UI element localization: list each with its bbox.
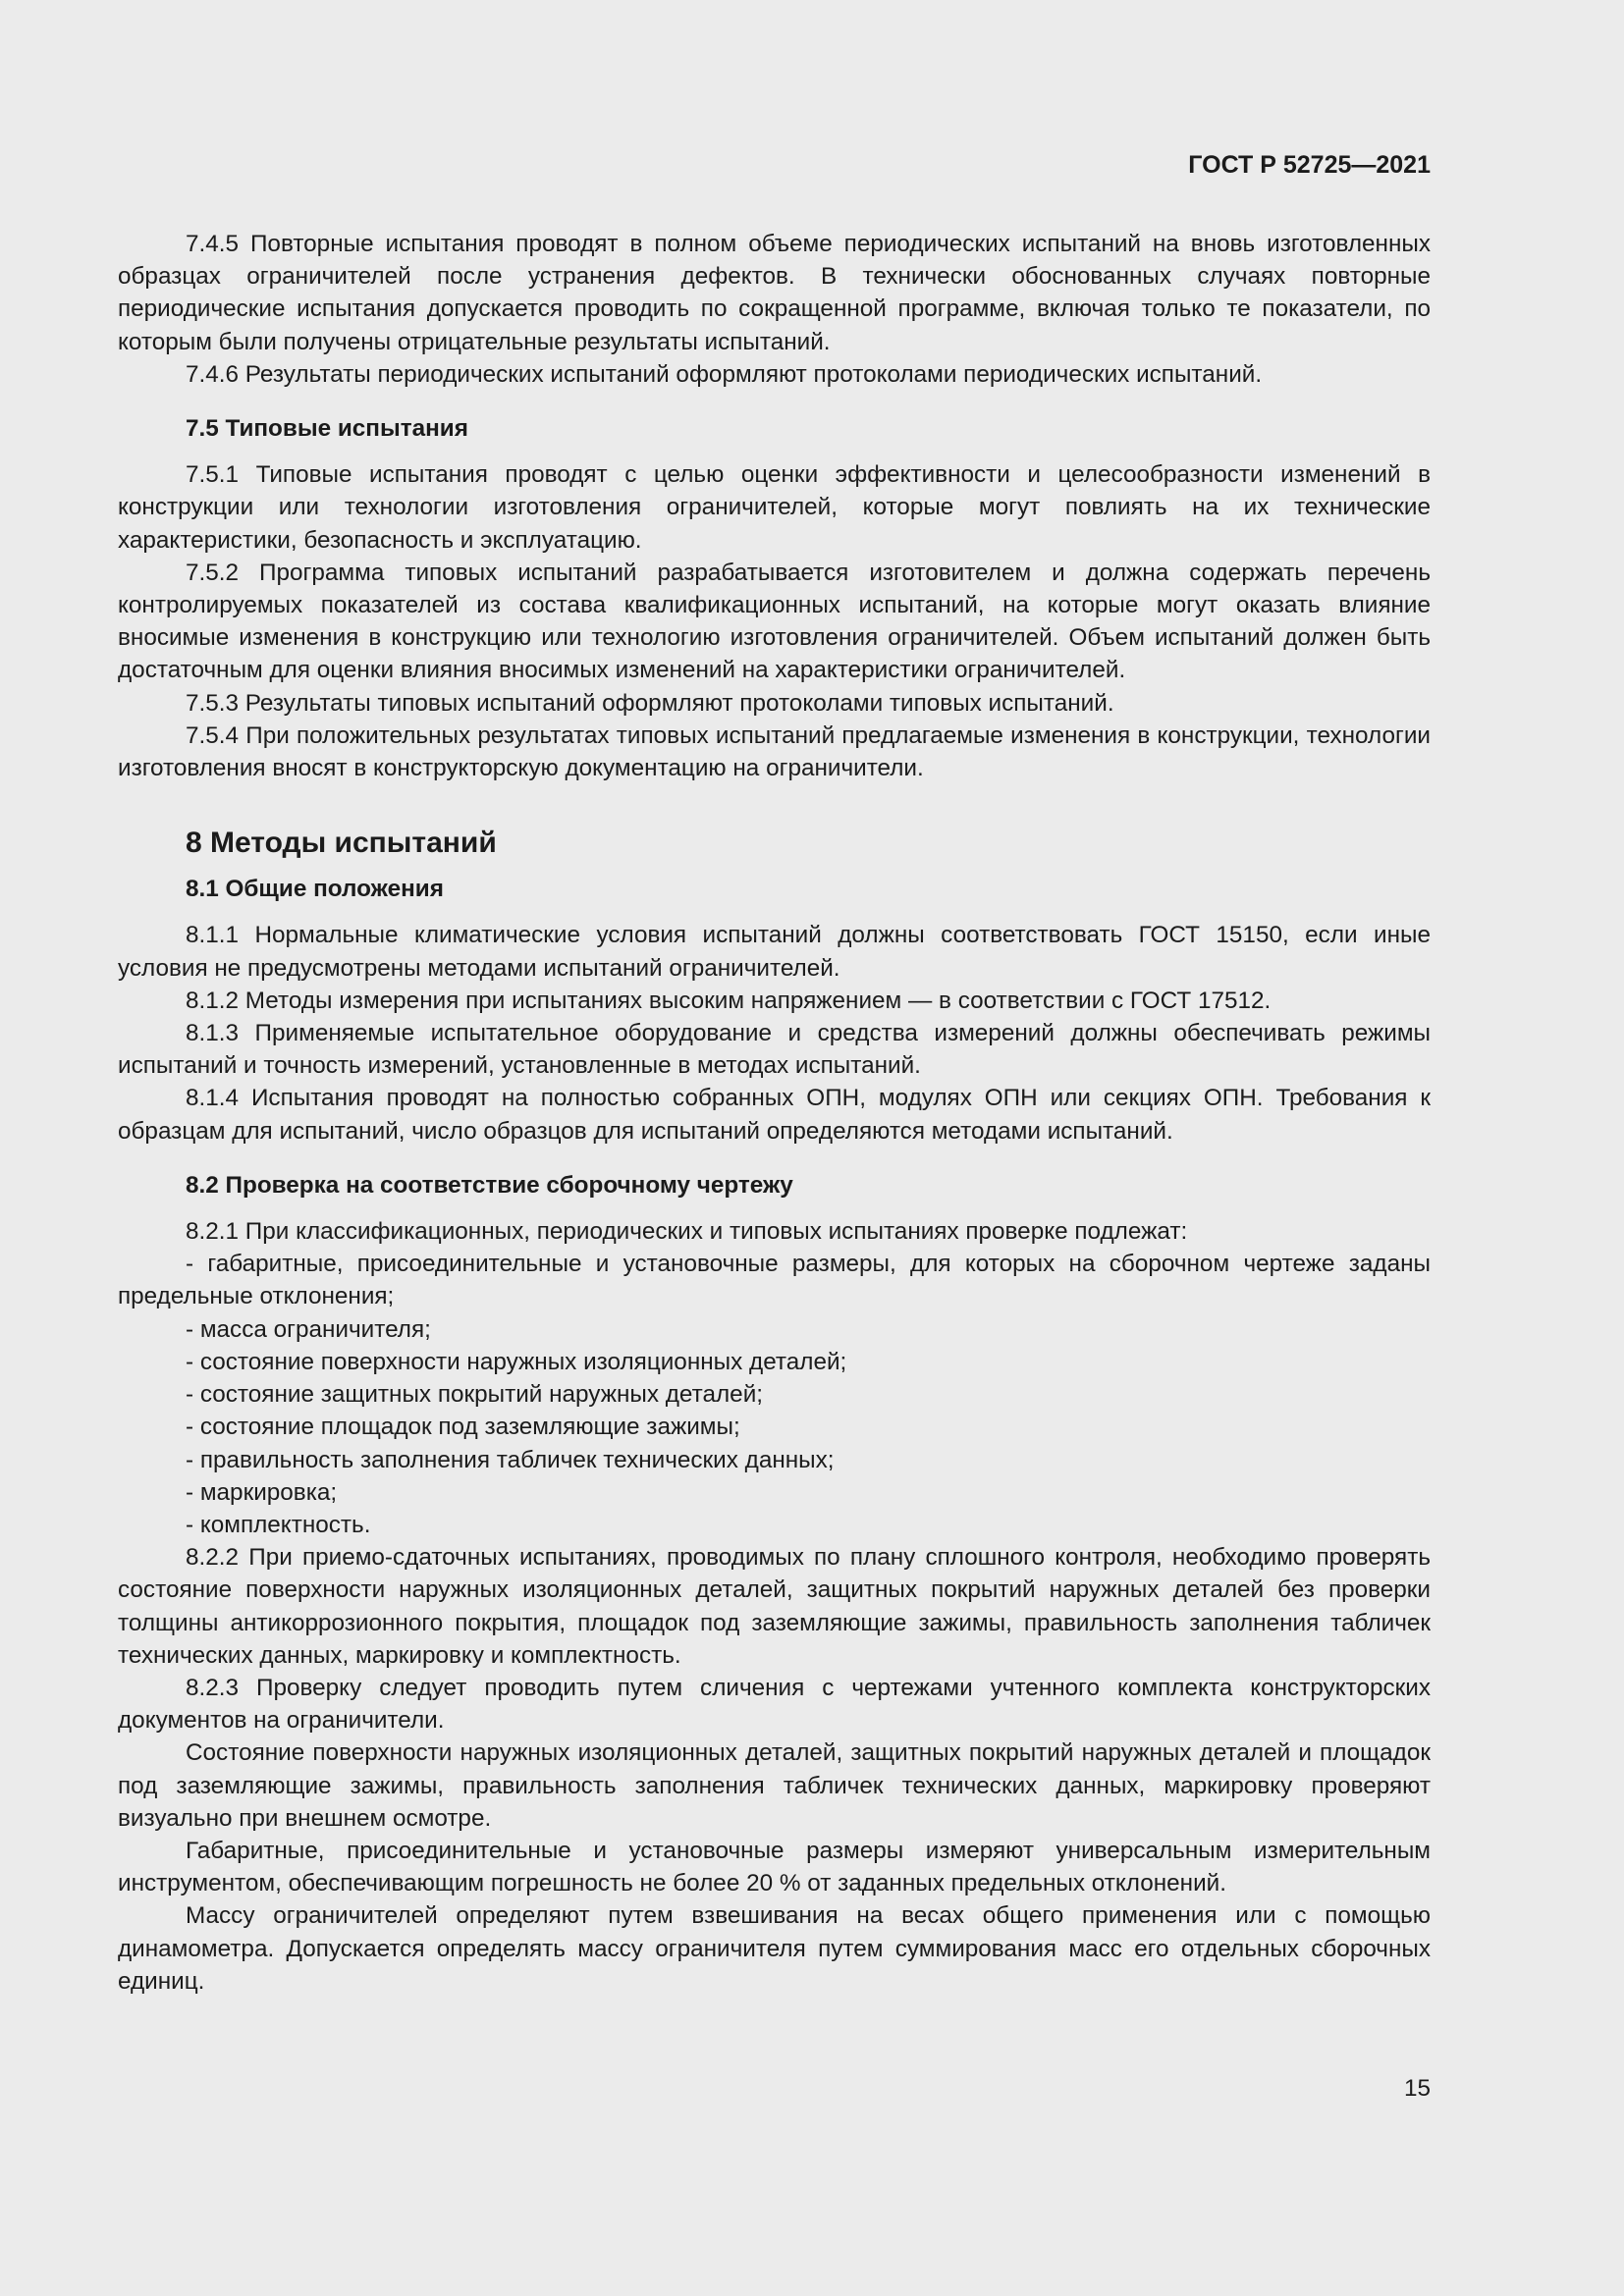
- section-heading-7-5: 7.5 Типовые испытания: [186, 415, 468, 443]
- paragraph-8-1-1: 8.1.1 Нормальные климатические условия испытаний должны соответствовать ГОСТ 15150, если иные условия не предусмотрены методами испытаний ограничителей.: [118, 922, 1431, 982]
- paragraph-7-5-4: 7.5.4 При положительных результатах типовых испытаний предлагаемые изменения в конструкции, технологии изготовления вносят в конструкторскую документацию на ограничители.: [118, 721, 1431, 782]
- list-item: - правильность заполнения табличек технических данных;: [186, 1446, 835, 1473]
- document-number-header: ГОСТ Р 52725—2021: [1188, 151, 1431, 179]
- paragraph-8-2-3: 8.2.3 Проверку следует проводить путем сличения с чертежами учтенного комплекта конструкторских документов на ограничители.: [118, 1674, 1431, 1735]
- paragraph-7-4-5: 7.4.5 Повторные испытания проводят в полном объеме периодических испытаний на вновь изготовленных образцах ограничителей после устранения дефектов. В технически обоснованных случаях повторные периодические испытания допускается проводить по сокращенной программе, включая только те показатели, по которым были получены отрицательные результаты испытаний.: [118, 231, 1431, 355]
- paragraph-visual-inspection: Состояние поверхности наружных изоляционных деталей, защитных покрытий наружных деталей и площадок под заземляющие зажимы, правильность заполнения табличек технических данных, маркировку проверяют визуально при внешнем осмотре.: [118, 1739, 1431, 1832]
- list-item: - габаритные, присоединительные и установочные размеры, для которых на сборочном чертеже заданы предельные отклонения;: [118, 1251, 1431, 1310]
- page-number: 15: [1403, 2075, 1431, 2102]
- paragraph-mass: Массу ограничителей определяют путем взвешивания на весах общего применения или с помощью динамометра. Допускается определять массу ограничителя путем суммирования масс его отдельных сборочных единиц.: [118, 1902, 1431, 1995]
- paragraph-dimensions: Габаритные, присоединительные и установочные размеры измеряют универсальным измерительным инструментом, обеспечивающим погрешность не более 20 % от заданных предельных отклонений.: [118, 1837, 1431, 1897]
- section-heading-8: 8 Методы испытаний: [186, 827, 497, 860]
- list-item: - маркировка;: [186, 1478, 338, 1506]
- list-item: - комплектность.: [186, 1511, 371, 1538]
- section-heading-8-1: 8.1 Общие положения: [186, 876, 444, 903]
- paragraph-8-2-1: 8.2.1 При классификационных, периодических и типовых испытаниях проверке подлежат:: [186, 1218, 1188, 1246]
- paragraph-8-2-2: 8.2.2 При приемо-сдаточных испытаниях, проводимых по плану сплошного контроля, необходимо проверять состояние поверхности наружных изоляционных деталей, защитных покрытий наружных деталей без проверки толщины антикоррозионного покрытия, площадок под заземляющие зажимы, правильность заполнения табличек технических данных, маркировку и комплектность.: [118, 1544, 1431, 1669]
- paragraph-8-1-4: 8.1.4 Испытания проводят на полностью собранных ОПН, модулях ОПН или секциях ОПН. Требования к образцам для испытаний, число образцов для испытаний определяются методами испытаний.: [118, 1085, 1431, 1145]
- paragraph-8-1-3: 8.1.3 Применяемые испытательное оборудование и средства измерений должны обеспечивать режимы испытаний и точность измерений, установленные в методах испытаний.: [118, 1020, 1431, 1080]
- list-item: - состояние поверхности наружных изоляционных деталей;: [186, 1348, 847, 1375]
- paragraph-8-1-2: 8.1.2 Методы измерения при испытаниях высоким напряжением — в соответствии с ГОСТ 17512.: [186, 987, 1272, 1014]
- paragraph-7-4-6: 7.4.6 Результаты периодических испытаний оформляют протоколами периодических испытаний.: [186, 360, 1263, 388]
- paragraph-7-5-1: 7.5.1 Типовые испытания проводят с целью оценки эффективности и целесообразности изменений в конструкции или технологии изготовления ограничителей, которые могут повлиять на их технические характеристики, безопасность и эксплуатацию.: [118, 461, 1431, 554]
- list-item: - состояние защитных покрытий наружных деталей;: [186, 1381, 764, 1409]
- list-item: - состояние площадок под заземляющие зажимы;: [186, 1414, 740, 1441]
- document-body: [118, 228, 1431, 1998]
- paragraph-7-5-2: 7.5.2 Программа типовых испытаний разрабатывается изготовителем и должна содержать перечень контролируемых показателей из состава квалификационных испытаний, на которые могут оказать влияние вносимые изменения в конструкцию или технологию изготовления ограничителей. Объем испытаний должен быть достаточным для оценки влияния вносимых изменений на характеристики ограничителей.: [118, 559, 1431, 684]
- paragraph-7-5-3: 7.5.3 Результаты типовых испытаний оформляют протоколами типовых испытаний.: [186, 689, 1114, 717]
- section-heading-8-2: 8.2 Проверка на соответствие сборочному чертежу: [186, 1171, 793, 1199]
- list-item: - масса ограничителя;: [186, 1315, 431, 1343]
